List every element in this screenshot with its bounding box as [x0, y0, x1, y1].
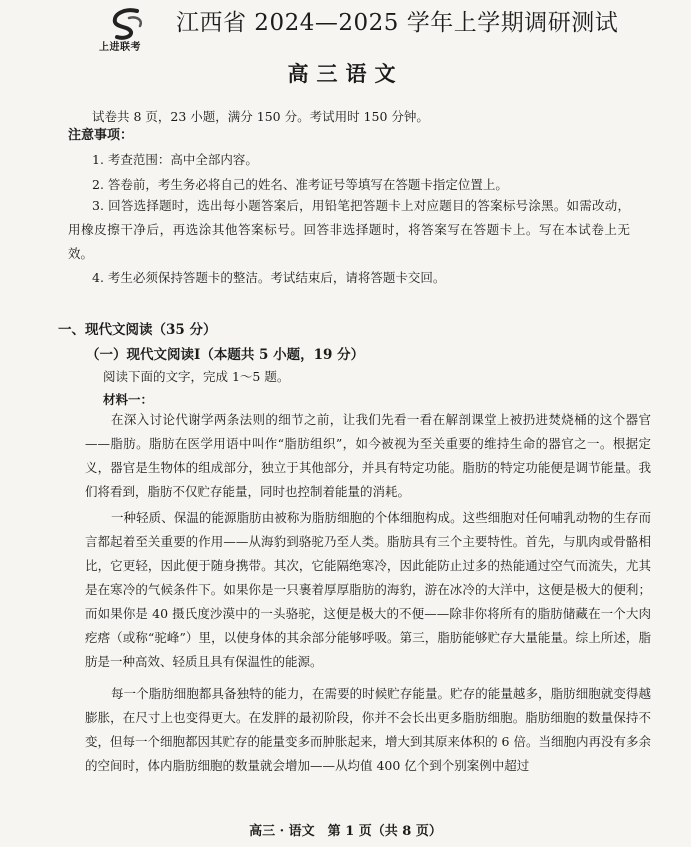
logo-swirl-icon [107, 8, 151, 40]
material-paragraph-2: 一种轻质、保温的能源脂肪由被称为脂肪细胞的个体细胞构成。这些细胞对任何哺乳动物的生存而言都起着至关重要的作用——从海豹到骆驼乃至人类。脂肪具有三个主要特性。首先，与肌肉或骨骼相比，它更轻，因此便于随身携带。其次，它能隔绝寒冷，因此能防止过多的热能通过空气而流失，尤其是在寒冷的气候条件下。如果你是一只裹着厚厚脂肪的海豹，游在冰冷的大洋中，这便是极大的便利；而如果你是 40 摄氏度沙漠中的一头骆驼，这便是极大的不便——除非你将所有的脂肪储藏在一个大肉疙瘩（或称“驼峰”）里，以使身体的其余部分能够呼吸。第三，脂肪能够贮存大量能量。综上所述，脂肪是一种高效、轻质且具有保温性的能源。 [85, 510, 651, 669]
note-item-2: 2. 答卷前，考生务必将自己的姓名、准考证号等填写在答题卡指定位置上。 [92, 177, 508, 192]
page-footer: 高三 · 语文 第 1 页（共 8 页） [249, 824, 442, 839]
reading-instruction: 阅读下面的文字，完成 1～5 题。 [103, 369, 290, 384]
note-item-3: 3. 回答选择题时，选出每小题答案后，用铅笔把答题卡上对应题目的答案标号涂黑。如需改动，用橡皮擦干净后，再选涂其他答案标号。回答非选择题时，将答案写在答题卡上。写在本试卷上无效。 [68, 198, 630, 261]
note-item-1: 1. 考查范围：高中全部内容。 [92, 152, 258, 167]
subsection-title: （一）现代文阅读Ⅰ（本题共 5 小题，19 分） [86, 347, 365, 363]
material-label: 材料一： [103, 392, 154, 407]
logo [95, 8, 173, 52]
note-item-4: 4. 考生必须保持答题卡的整洁。考试结束后，请将答题卡交回。 [92, 270, 446, 285]
subject-title: 高三语文 [287, 61, 404, 86]
material-paragraph-3: 每一个脂肪细胞都具备独特的能力，在需要的时候贮存能量。贮存的能量越多，脂肪细胞就变得越膨胀，在尺寸上也变得更大。在发胖的最初阶段，你并不会长出更多脂肪细胞。脂肪细胞的数量保持不变，但每一个细胞都因其贮存的能量变多而肿胀起来，增大到其原来体积的 6 倍。当细胞内再没有多余的空间时，体内脂肪细胞的数量就会增加——从均值 400 亿个到个别案例中超过 [85, 686, 651, 773]
logo-text: 上进联考 [99, 42, 141, 53]
material-paragraph-1: 在深入讨论代谢学两条法则的细节之前，让我们先看一看在解剖课堂上被扔进焚烧桶的这个器官——脂肪。脂肪在医学用语中叫作“脂肪组织”，如今被视为至关重要的维持生命的器官之一。根据定义，器官是生物体的组成部分，独立于其他部分，并具有特定功能。脂肪的特定功能便是调节能量。我们将看到，脂肪不仅贮存能量，同时也控制着能量的消耗。 [85, 412, 651, 499]
exam-intro: 试卷共 8 页，23 小题，满分 150 分。考试用时 150 分钟。 [92, 109, 429, 124]
section-title: 一、现代文阅读（35 分） [58, 322, 217, 338]
exam-title: 江西省 2024—2025 学年上学期调研测试 [176, 10, 619, 36]
notes-title: 注意事项： [68, 128, 134, 143]
